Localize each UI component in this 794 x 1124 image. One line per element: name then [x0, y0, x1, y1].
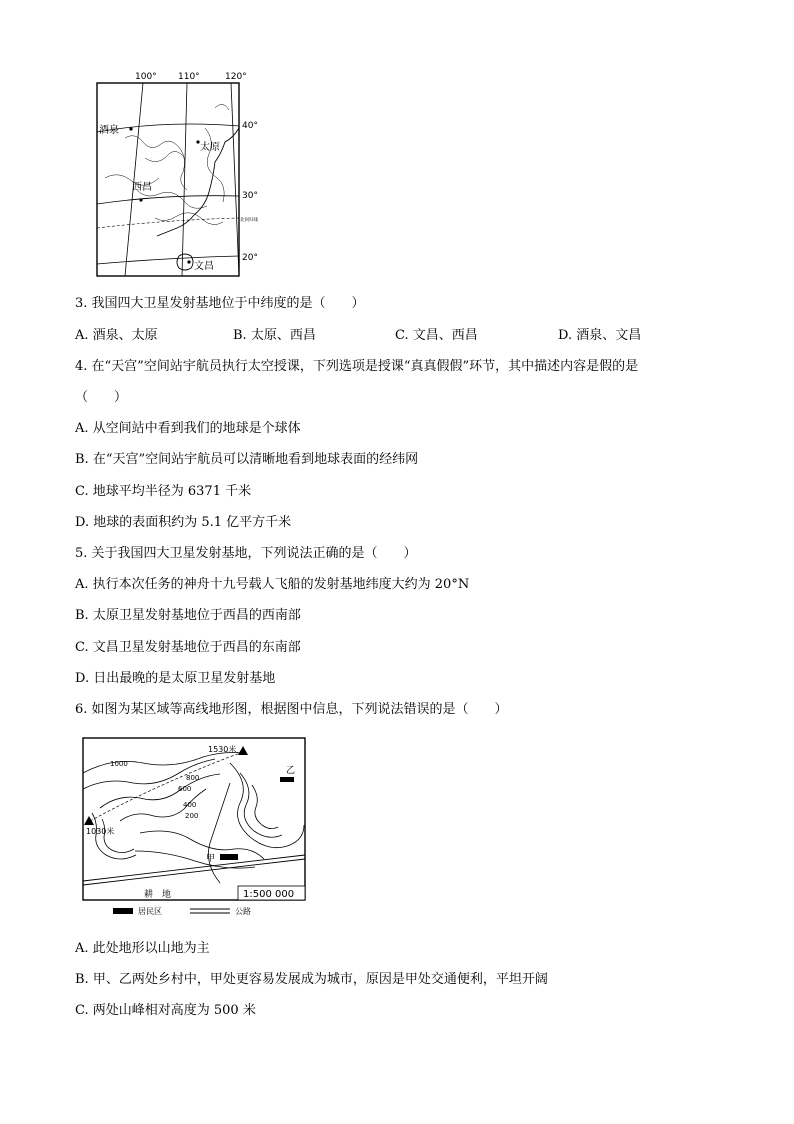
question-3-stem: 3. 我国四大卫星发射基地位于中纬度的是（ ）	[75, 296, 365, 311]
q4-option-d: D. 地球的表面积约为 5.1 亿平方千米	[75, 515, 292, 530]
q3-option-d: D. 酒泉、文昌	[558, 328, 642, 343]
meridian-110	[182, 83, 187, 276]
lat-label-30: 30°	[242, 191, 258, 201]
q5-option-c: C. 文昌卫星发射基地位于西昌的东南部	[75, 640, 301, 655]
scale-label: 1:500 000	[243, 889, 295, 900]
question-6-stem: 6. 如图为某区域等高线地形图，根据图中信息，下列说法错误的是（ ）	[75, 702, 508, 717]
village-yi-label: 乙	[286, 766, 296, 776]
meridian-120	[231, 83, 239, 276]
contour-label-600: 600	[178, 785, 192, 793]
parallel-20	[97, 256, 239, 264]
question-4-stem-cont: （ ）	[75, 390, 128, 405]
village-yi-icon	[280, 777, 294, 782]
jiuquan-dot	[129, 127, 132, 130]
road-line-b	[83, 859, 305, 885]
meridian-100	[125, 83, 143, 276]
place-xichang: 西昌	[132, 182, 152, 193]
lat-label-40: 40°	[242, 121, 258, 131]
map-frame	[97, 83, 239, 276]
q5-option-d: D. 日出最晚的是太原卫星发射基地	[75, 671, 276, 686]
contour-label-200: 200	[185, 812, 199, 820]
q5-option-b: B. 太原卫星发射基地位于西昌的西南部	[75, 608, 301, 623]
q3-option-b: B. 太原、西昌	[233, 328, 316, 343]
peak-1530-label: 1530米	[208, 745, 237, 754]
q5-option-a: A. 执行本次任务的神舟十九号载人飞船的发射基地纬度大约为 20°N	[75, 577, 470, 592]
contour-label-400: 400	[183, 801, 197, 809]
contour-map	[80, 733, 310, 918]
place-jiuquan: 酒泉	[99, 125, 119, 136]
contour-lines	[83, 753, 304, 869]
lon-label-120: 120°	[225, 72, 247, 82]
peak-1530-icon	[238, 746, 248, 755]
wenchang-dot	[187, 260, 190, 263]
legend-village-label: 居民区	[138, 907, 162, 916]
legend-road-label: 公路	[235, 907, 251, 916]
village-jia-icon	[220, 854, 238, 860]
q6-option-b: B. 甲、乙两处乡村中，甲处更容易发展成为城市，原因是甲处交通便利，平坦开阔	[75, 972, 548, 987]
q4-option-b: B. 在“天宫”空间站宇航员可以清晰地看到地球表面的经纬网	[75, 452, 419, 467]
q3-option-a: A. 酒泉、太原	[75, 328, 158, 343]
peak-1030-label: 1030米	[86, 827, 115, 836]
place-taiyuan: 太原	[200, 142, 220, 153]
q6-option-c: C. 两处山峰相对高度为 500 米	[75, 1003, 256, 1018]
question-5-stem: 5. 关于我国四大卫星发射基地，下列说法正确的是（ ）	[75, 546, 417, 561]
parallel-30	[97, 196, 239, 204]
legend-road-icon	[190, 909, 230, 913]
peak-1030-icon	[84, 816, 94, 825]
q3-option-c: C. 文昌、西昌	[395, 328, 478, 343]
lon-label-100: 100°	[135, 72, 157, 82]
farmland-label: 耕 地	[144, 890, 172, 900]
village-jia-label: 甲	[206, 854, 216, 864]
q6-option-a: A. 此处地形以山地为主	[75, 941, 210, 956]
terrain-lines	[105, 104, 229, 224]
contour-label-1000: 1000	[110, 760, 128, 768]
legend-village-icon	[113, 908, 133, 914]
lon-label-110: 110°	[178, 72, 200, 82]
xichang-dot	[139, 198, 142, 201]
tropic-line	[97, 218, 239, 228]
place-wenchang: 文昌	[194, 261, 214, 272]
hainan-island	[177, 254, 193, 270]
contour-label-800: 800	[186, 774, 200, 782]
lat-label-20: 20°	[242, 253, 258, 263]
question-4-stem: 4. 在“天宫”空间站宇航员执行太空授课，下列选项是授课“真真假假”环节，其中描述内容是假的是	[75, 359, 639, 374]
q4-option-c: C. 地球平均半径为 6371 千米	[75, 484, 252, 499]
q4-option-a: A. 从空间站中看到我们的地球是个球体	[75, 421, 301, 436]
tropic-label: 北回归线	[240, 218, 258, 223]
satellite-base-map	[85, 68, 258, 283]
